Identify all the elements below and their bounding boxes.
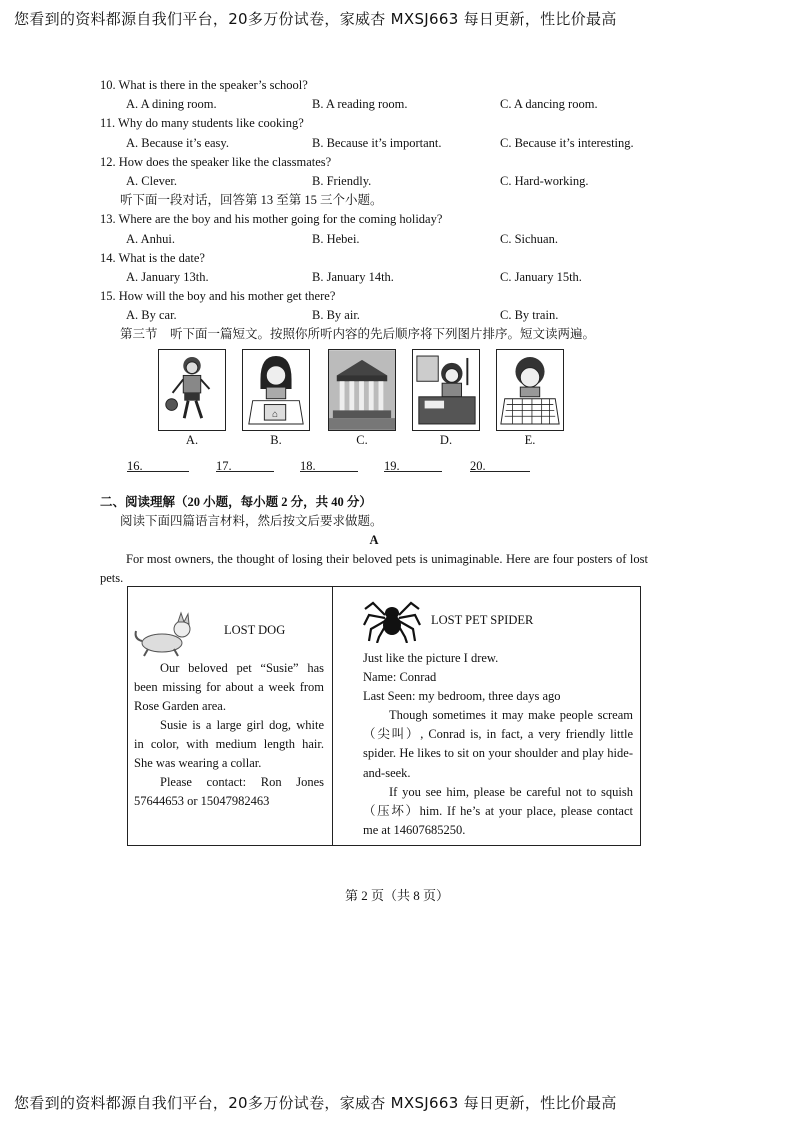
option-c: C. Because it’s interesting. — [500, 135, 634, 150]
answer-blanks — [100, 459, 648, 479]
banner-bottom: 您看到的资料都源自我们平台，20多万份试卷，家威杏 MXSJ663 每日更新，性比价最高 — [14, 1094, 617, 1112]
part-2-instruction: 阅读下面四篇语言材料，然后按文后要求做题。 — [120, 513, 383, 528]
svg-text:⌂: ⌂ — [272, 408, 278, 420]
question-14 — [100, 249, 648, 287]
exam-content — [100, 76, 648, 588]
picture-label: C. — [356, 432, 368, 447]
blank-number: 20. — [470, 458, 486, 473]
option-c: C. Sichuan. — [500, 231, 558, 246]
answer-line[interactable] — [127, 459, 189, 472]
spider-poster-line3: Last Seen: my bedroom, three days ago — [363, 689, 561, 703]
drawing-girl-icon — [243, 350, 309, 430]
picture-a — [158, 349, 226, 448]
spider-poster-p1: Though sometimes it may make people scream（尖叫）, Conrad is, in fact, a very friendly little spider. He likes to sit on your shoulder and play hide-and-seek. — [363, 708, 633, 780]
chess-boy-icon — [497, 350, 563, 430]
question-10 — [100, 76, 648, 114]
passage-label: A — [369, 532, 379, 547]
blank-number: 18. — [300, 458, 316, 473]
spider-poster-line2: Name: Conrad — [363, 670, 437, 684]
picture-b — [242, 349, 310, 448]
option-b: B. Because it’s important. — [312, 135, 442, 150]
options — [100, 230, 648, 249]
basketball-boy-icon — [159, 350, 225, 430]
answer-line[interactable] — [384, 459, 442, 472]
option-a: A. Anhui. — [126, 231, 175, 246]
option-c: C. Hard-working. — [500, 173, 589, 188]
option-b: B. January 14th. — [312, 269, 394, 284]
dog-poster-p2: Susie is a large girl dog, white in color, with medium length hair. She was wearing a collar. — [134, 718, 324, 771]
options — [100, 172, 648, 191]
dog-poster-title: LOST DOG — [224, 623, 286, 637]
question-text: 15. How will the boy and his mother get there? — [100, 289, 336, 304]
picture-row — [100, 349, 648, 459]
dog-poster-p1: Our beloved pet “Susie” has been missing for about a week from Rose Garden area. — [134, 661, 324, 714]
spider-icon — [363, 595, 421, 643]
option-b: B. A reading room. — [312, 97, 408, 112]
option-c: C. January 15th. — [500, 269, 582, 284]
answer-line[interactable] — [300, 459, 358, 472]
answer-line[interactable] — [216, 459, 274, 472]
question-text: 13. Where are the boy and his mother going for the coming holiday? — [100, 212, 443, 227]
option-b: B. Friendly. — [312, 173, 372, 188]
question-text: 12. How does the speaker like the classmates? — [100, 154, 332, 169]
picture-label: D. — [439, 432, 453, 447]
lost-pets-posters — [127, 586, 641, 846]
poster-lost-spider — [333, 587, 640, 845]
banner-top: 您看到的资料都源自我们平台，20多万份试卷，家威杏 MXSJ663 每日更新，性比价最高 — [14, 10, 617, 28]
section-3-heading: 第三节 听下面一篇短文。按照你所听内容的先后顺序将下列图片排序。短文读两遍。 — [120, 327, 596, 342]
question-12 — [100, 153, 648, 191]
options — [100, 95, 648, 114]
spider-poster-line1: Just like the picture I drew. — [363, 651, 499, 665]
option-a: A. A dining room. — [126, 97, 217, 112]
picture-label: A. — [185, 432, 199, 447]
picture-label: E. — [524, 432, 536, 447]
building-icon — [329, 350, 395, 430]
page-number: 第 2 页（共 8 页） — [344, 888, 449, 903]
picture-label: B. — [270, 432, 282, 447]
instruction-13-15: 听下面一段对话，回答第 13 至第 15 三个小题。 — [120, 193, 383, 208]
dog-icon — [132, 611, 198, 657]
answer-line[interactable] — [470, 459, 530, 472]
cooking-girl-icon — [413, 350, 479, 430]
option-a: A. By car. — [126, 308, 177, 323]
spider-poster-title: LOST PET SPIDER — [431, 613, 534, 627]
option-c: C. A dancing room. — [500, 97, 598, 112]
option-a: A. Clever. — [126, 173, 178, 188]
option-a: A. Because it’s easy. — [126, 135, 229, 150]
question-text: 10. What is there in the speaker’s school? — [100, 78, 308, 92]
option-a: A. January 13th. — [126, 269, 209, 284]
question-text: 14. What is the date? — [100, 250, 205, 265]
picture-d — [412, 349, 480, 448]
options — [100, 268, 648, 287]
option-b: B. By air. — [312, 308, 360, 323]
question-15 — [100, 287, 648, 325]
picture-e — [496, 349, 564, 448]
passage-intro: For most owners, the thought of losing their beloved pets is unimaginable. Here are four posters of lost pets. — [100, 551, 648, 586]
blank-number: 16. — [127, 458, 143, 473]
question-13 — [100, 210, 648, 248]
question-11 — [100, 114, 648, 152]
option-b: B. Hebei. — [312, 231, 360, 246]
dog-poster-p3: Please contact: Ron Jones 57644653 or 15047982463 — [134, 775, 324, 809]
blank-number: 19. — [384, 458, 400, 473]
blank-number: 17. — [216, 458, 232, 473]
options — [100, 306, 648, 325]
part-2-title: 二、阅读理解（20 小题，每小题 2 分，共 40 分） — [100, 494, 372, 509]
picture-c — [328, 349, 396, 448]
spider-poster-p2: If you see him, please be careful not to squish（压坏）him. If he’s at your place, please contact me at 14607685250. — [363, 785, 633, 838]
question-text: 11. Why do many students like cooking? — [100, 116, 304, 131]
options — [100, 134, 648, 153]
option-c: C. By train. — [500, 308, 559, 323]
poster-lost-dog — [128, 587, 333, 845]
